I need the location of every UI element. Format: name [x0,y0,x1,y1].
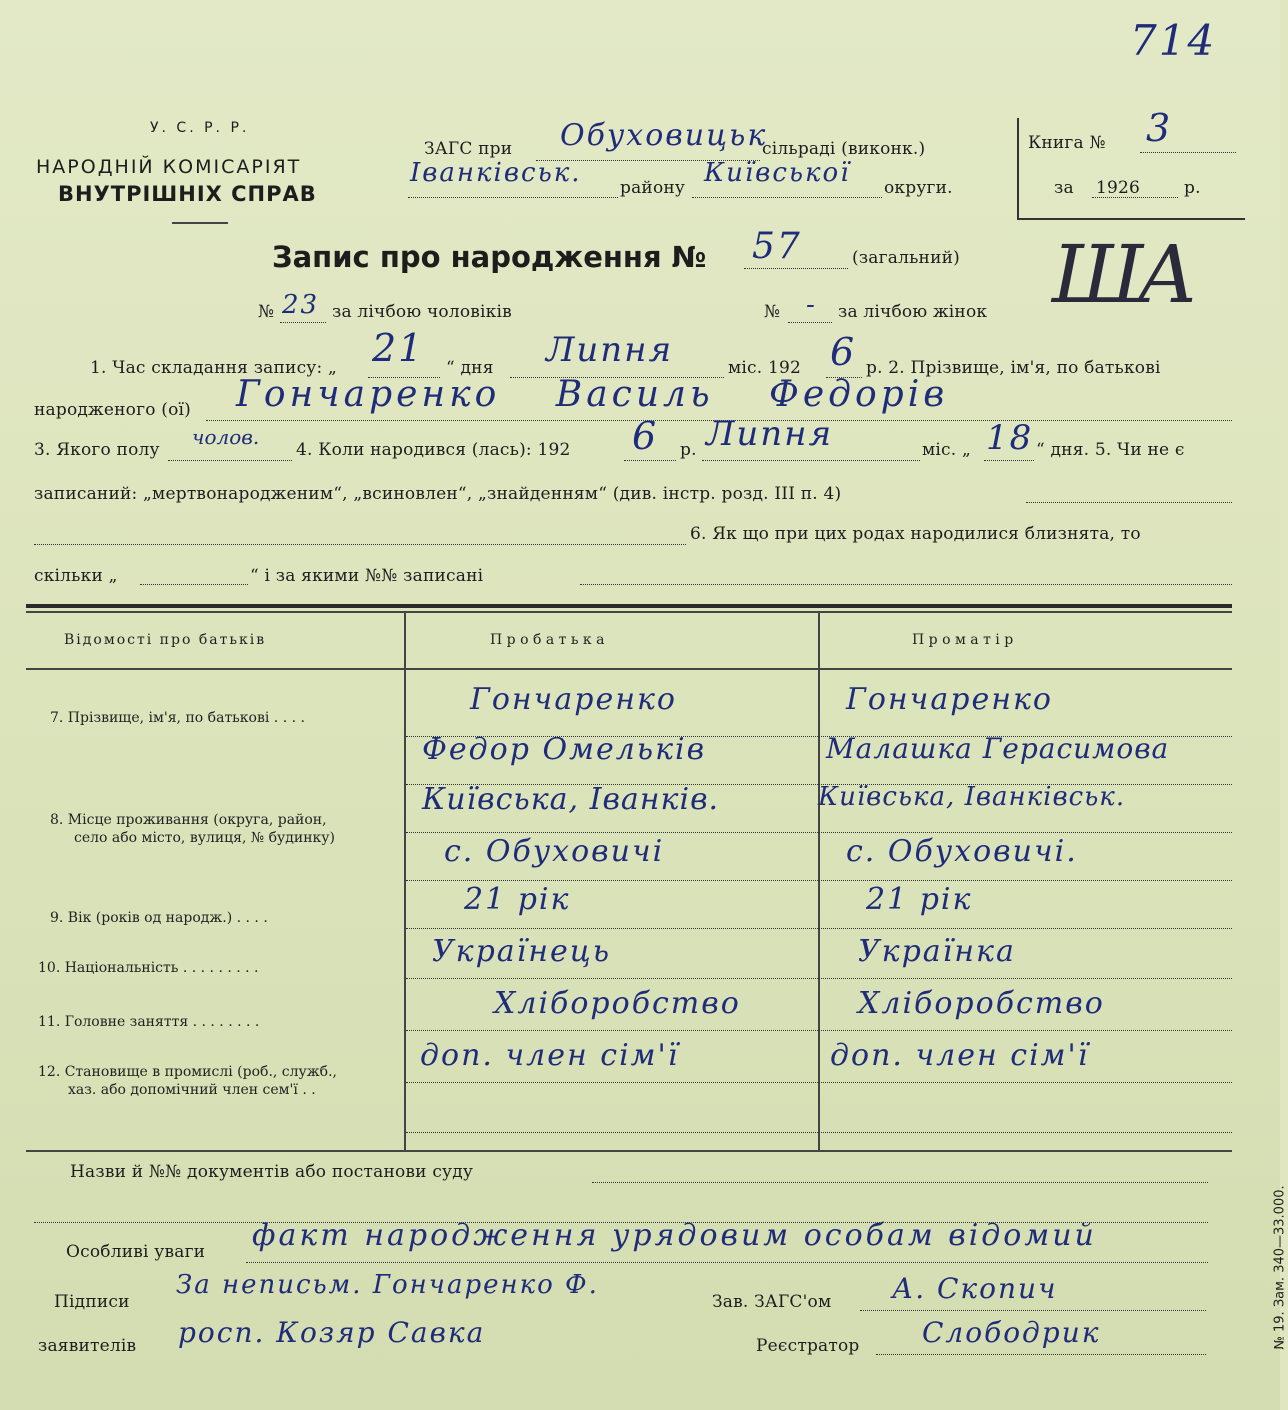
mother-name: Малашка Герасимова [826,732,1170,765]
row10-label: 10. Національність . . . . . . . . . [38,960,259,976]
item4-year-suffix: р. [680,440,697,460]
item5-line2 [34,544,686,545]
table-bottom-rule [26,1150,1232,1152]
archive-number: 714 [1130,16,1217,65]
mother-nation: Українка [858,934,1016,969]
okruha-value: Київської [704,158,851,188]
father-name: Федор Омельків [422,732,707,767]
col-header-father: П р о б а т ь к а [490,632,605,648]
mother-place-2: с. Обуховичі. [846,834,1078,869]
ministry-label: ВНУТРІШНІХ СПРАВ [58,182,317,206]
item1-year: 6 [830,330,857,374]
father-place-1: Київська, Іванків. [422,782,720,817]
okruha-line [692,197,882,198]
male-no-label: № [258,302,275,322]
mother-status: доп. член сім'ї [830,1038,1090,1073]
table-top-rule [26,604,1232,608]
zags-head-line [860,1310,1206,1311]
docs-label: Назви й №№ документів або постанови суду [70,1162,474,1182]
row-line-9 [406,1132,1232,1133]
item4-month-line [702,460,920,461]
row-line-7 [406,1030,1232,1031]
row8-label-b: село або місто, вулиця, № будинку) [74,830,336,846]
mother-surname: Гончаренко [846,682,1053,717]
mother-occupation: Хліборобство [858,986,1105,1021]
stamp-mark: ША [1052,228,1192,321]
zags-head-value: А. Скопич [892,1272,1058,1305]
notes-value: факт народження урядовим особам відомий [252,1218,1097,1253]
female-label: за лічбою жінок [838,302,988,322]
item5-label: “ дня. 5. Чи не є [1036,440,1185,460]
zags-suffix: сільраді (виконк.) [762,139,926,159]
record-number: 57 [752,226,802,267]
item1-month: Липня [546,330,674,370]
book-number-line [1140,152,1236,153]
applicants-label: заявителів [38,1336,137,1356]
item6-label: 6. Як що при цих родах народилися близнята, то [690,524,1141,544]
year-value: 1926 [1096,178,1141,198]
item2-name: Гончаренко Василь Федорів [236,374,949,415]
item6-count-line [140,584,248,585]
female-no-line [788,322,832,323]
docs-line [592,1182,1208,1183]
item5-line [1026,502,1232,503]
col-header-mother: П р о м а т і р [912,632,1014,648]
row-line-3 [406,832,1232,833]
zags-prefix: ЗАГС при [424,139,513,159]
row11-label: 11. Головне заняття . . . . . . . . [38,1014,260,1030]
male-label: за лічбою чоловіків [332,302,512,322]
father-nation: Українець [432,934,612,969]
row9-label: 9. Вік (років од народж.) . . . . [50,910,268,926]
zags-village-value: Обуховицьк [560,118,768,153]
record-general: (загальний) [852,248,960,268]
item4-year-line [624,460,676,461]
commissariat-label: НАРОДНІЙ КОМІСАРІЯТ [36,156,302,178]
item4-year: 6 [632,414,659,458]
item3-sex: чолов. [192,425,260,449]
col-header-info: Відомості про батьків [64,632,267,648]
item1-day: 21 [372,326,425,370]
father-status: доп. член сім'ї [420,1038,680,1073]
row-line-8 [406,1082,1232,1083]
item3-label: 3. Якого полу [34,440,160,460]
registrar-value: Слободрик [922,1316,1101,1349]
row-line-5 [406,928,1232,929]
book-number: 3 [1146,106,1173,150]
item4-label: 4. Коли народився (лась): 192 [296,440,571,460]
male-no-line [280,322,326,323]
sign-label: Підписи [54,1292,130,1312]
father-place-2: с. Обуховичі [444,834,665,869]
item3-sex-line [168,460,292,461]
father-occupation: Хліборобство [494,986,741,1021]
header-divider [172,222,228,224]
registrar-line [876,1354,1206,1355]
male-no: 23 [282,290,320,320]
mother-place-1: Київська, Іванківськ. [818,782,1126,812]
female-no-label: № [764,302,781,322]
record-title: Запис про народження № [272,240,707,274]
row12-label-a: 12. Становище в промислі (роб., служб., [38,1064,337,1080]
row12-label-b: хаз. або допомічний член сем'ї . . [68,1082,316,1098]
sign2-value: росп. Козяр Савка [178,1316,486,1349]
item6-numbers-label: “ і за якими №№ записані [250,566,484,586]
notes-label: Особливі уваги [66,1242,206,1262]
item1-label: 1. Час складання запису: „ [90,358,338,378]
sign1-value: За неписьм. Гончаренко Ф. [176,1270,599,1300]
district-label: району [620,178,686,198]
item6-numbers-line [580,584,1232,585]
okruha-label: округи. [884,178,953,198]
col-divider-2 [818,612,820,1152]
item2-label: р. 2. Прізвище, ім'я, по батькові [866,358,1161,378]
row7-label: 7. Прізвище, ім'я, по батькові . . . . [50,710,305,726]
row-line-6 [406,978,1232,979]
mother-age: 21 рік [866,882,973,917]
father-surname: Гончаренко [470,682,677,717]
district-value: Іванківськ. [410,158,582,188]
registrar-label: Реєстратор [756,1336,860,1356]
item4-day: 18 [986,418,1034,458]
district-line [408,197,618,198]
item5-options: записаний: „мертвонародженим“, „всиновлен“, „знайденням“ (див. інстр. розд. III п. 4) [34,484,842,504]
notes-line [246,1262,1208,1263]
female-no: - [806,290,817,320]
father-age: 21 рік [464,882,571,917]
year-prefix: за [1054,178,1074,198]
item4-day-line [984,460,1034,461]
col-divider-1 [404,612,406,1152]
item2-born-label: народженого (ої) [34,400,191,420]
record-number-line [744,268,848,269]
item1-year-prefix: міс. 192 [728,358,802,378]
book-label: Книга № [1028,133,1106,153]
ussr-label: У. С. Р. Р. [150,120,250,136]
year-suffix: р. [1184,178,1201,198]
item4-month: Липня [706,414,834,454]
print-order-margin: № 19. Зам. 340—33.000. [1272,1185,1288,1350]
table-top-rule-2 [26,611,1232,613]
row8-label-a: 8. Місце проживання (округа, район, [50,812,327,828]
item6-count-label: скільки „ [34,566,118,586]
item1-day-suffix: “ дня [446,358,494,378]
item4-day-prefix: міс. „ [922,440,971,460]
row-line-4 [406,880,1232,881]
header-bottom-rule [26,668,1232,670]
zags-head-label: Зав. ЗАГС'ом [712,1292,832,1312]
